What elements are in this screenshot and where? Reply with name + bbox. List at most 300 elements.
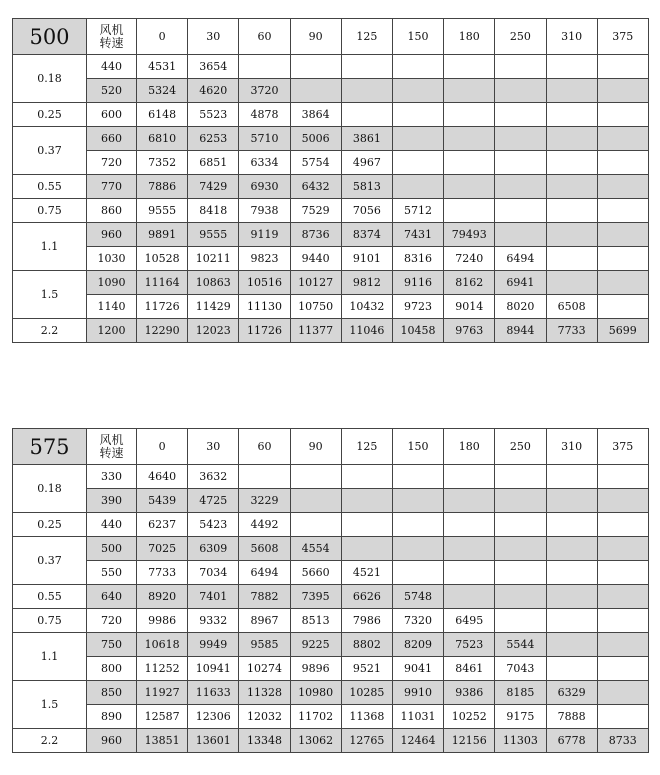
airflow-cell: 10516 bbox=[239, 271, 290, 295]
pressure-column-header: 30 bbox=[188, 19, 239, 55]
airflow-cell: 9949 bbox=[188, 633, 239, 657]
airflow-cell: 10274 bbox=[239, 657, 290, 681]
pressure-column-header: 250 bbox=[495, 19, 546, 55]
airflow-cell bbox=[597, 489, 648, 513]
motor-power-cell: 0.75 bbox=[13, 609, 87, 633]
airflow-cell bbox=[341, 489, 392, 513]
airflow-cell bbox=[597, 633, 648, 657]
airflow-cell bbox=[444, 465, 495, 489]
pressure-column-header: 310 bbox=[546, 429, 597, 465]
airflow-cell bbox=[597, 657, 648, 681]
airflow-cell: 7523 bbox=[444, 633, 495, 657]
airflow-cell bbox=[495, 465, 546, 489]
airflow-cell bbox=[495, 175, 546, 199]
airflow-cell: 12587 bbox=[137, 705, 188, 729]
airflow-cell: 9386 bbox=[444, 681, 495, 705]
airflow-cell: 9014 bbox=[444, 295, 495, 319]
airflow-cell bbox=[495, 151, 546, 175]
airflow-cell: 5748 bbox=[392, 585, 443, 609]
airflow-cell bbox=[392, 175, 443, 199]
airflow-cell: 8461 bbox=[444, 657, 495, 681]
airflow-cell: 6810 bbox=[137, 127, 188, 151]
pressure-column-header: 180 bbox=[444, 19, 495, 55]
fan-speed-cell: 960 bbox=[87, 729, 137, 753]
airflow-cell bbox=[290, 465, 341, 489]
fan-speed-cell: 660 bbox=[87, 127, 137, 151]
pressure-column-header: 30 bbox=[188, 429, 239, 465]
fan-speed-cell: 720 bbox=[87, 609, 137, 633]
table-row bbox=[13, 537, 649, 561]
airflow-cell bbox=[392, 79, 443, 103]
airflow-cell bbox=[546, 127, 597, 151]
airflow-cell: 4967 bbox=[341, 151, 392, 175]
airflow-cell: 12765 bbox=[341, 729, 392, 753]
airflow-cell bbox=[444, 199, 495, 223]
airflow-cell bbox=[597, 55, 648, 79]
pressure-column-header: 375 bbox=[597, 19, 648, 55]
airflow-cell bbox=[546, 151, 597, 175]
airflow-cell: 9986 bbox=[137, 609, 188, 633]
pressure-column-header: 0 bbox=[137, 429, 188, 465]
airflow-cell: 5523 bbox=[188, 103, 239, 127]
header-row bbox=[13, 429, 649, 465]
pressure-column-header: 60 bbox=[239, 19, 290, 55]
airflow-cell: 11130 bbox=[239, 295, 290, 319]
airflow-cell: 10528 bbox=[137, 247, 188, 271]
airflow-cell: 6494 bbox=[239, 561, 290, 585]
airflow-cell bbox=[341, 79, 392, 103]
airflow-cell bbox=[444, 55, 495, 79]
airflow-cell: 8802 bbox=[341, 633, 392, 657]
airflow-cell: 9119 bbox=[239, 223, 290, 247]
airflow-cell: 9332 bbox=[188, 609, 239, 633]
airflow-cell: 7429 bbox=[188, 175, 239, 199]
airflow-cell: 5660 bbox=[290, 561, 341, 585]
fan-speed-cell: 720 bbox=[87, 151, 137, 175]
table-row bbox=[13, 151, 649, 175]
motor-power-cell: 1.5 bbox=[13, 681, 87, 729]
airflow-cell: 13601 bbox=[188, 729, 239, 753]
pressure-column-header: 375 bbox=[597, 429, 648, 465]
table-row bbox=[13, 465, 649, 489]
airflow-cell: 11702 bbox=[290, 705, 341, 729]
airflow-cell: 6237 bbox=[137, 513, 188, 537]
pressure-column-header: 90 bbox=[290, 429, 341, 465]
airflow-cell bbox=[597, 199, 648, 223]
airflow-cell bbox=[546, 175, 597, 199]
airflow-cell bbox=[546, 561, 597, 585]
airflow-cell: 11252 bbox=[137, 657, 188, 681]
fan-speed-header: 风机 转速 bbox=[87, 19, 137, 55]
airflow-cell: 9585 bbox=[239, 633, 290, 657]
airflow-cell bbox=[392, 561, 443, 585]
airflow-cell bbox=[546, 103, 597, 127]
airflow-cell bbox=[444, 585, 495, 609]
airflow-cell: 5699 bbox=[597, 319, 648, 343]
airflow-cell bbox=[546, 513, 597, 537]
airflow-cell: 10127 bbox=[290, 271, 341, 295]
airflow-cell: 8513 bbox=[290, 609, 341, 633]
motor-power-cell: 0.75 bbox=[13, 199, 87, 223]
airflow-cell bbox=[290, 513, 341, 537]
airflow-cell: 5423 bbox=[188, 513, 239, 537]
airflow-cell: 12156 bbox=[444, 729, 495, 753]
airflow-cell: 6930 bbox=[239, 175, 290, 199]
airflow-cell: 13062 bbox=[290, 729, 341, 753]
airflow-cell bbox=[597, 585, 648, 609]
airflow-cell: 4521 bbox=[341, 561, 392, 585]
airflow-cell bbox=[495, 609, 546, 633]
airflow-cell: 6309 bbox=[188, 537, 239, 561]
table-row bbox=[13, 103, 649, 127]
airflow-cell: 10941 bbox=[188, 657, 239, 681]
fan-speed-cell: 1140 bbox=[87, 295, 137, 319]
table-row bbox=[13, 489, 649, 513]
airflow-cell: 9101 bbox=[341, 247, 392, 271]
airflow-cell: 8418 bbox=[188, 199, 239, 223]
airflow-cell: 7882 bbox=[239, 585, 290, 609]
airflow-cell bbox=[597, 175, 648, 199]
airflow-cell: 5754 bbox=[290, 151, 341, 175]
airflow-cell bbox=[546, 465, 597, 489]
airflow-cell: 7056 bbox=[341, 199, 392, 223]
airflow-cell bbox=[444, 127, 495, 151]
airflow-cell: 9175 bbox=[495, 705, 546, 729]
airflow-cell: 8209 bbox=[392, 633, 443, 657]
airflow-cell: 4640 bbox=[137, 465, 188, 489]
airflow-cell: 10618 bbox=[137, 633, 188, 657]
airflow-cell bbox=[597, 537, 648, 561]
airflow-cell: 8736 bbox=[290, 223, 341, 247]
airflow-cell bbox=[597, 295, 648, 319]
airflow-cell bbox=[341, 513, 392, 537]
airflow-cell bbox=[341, 465, 392, 489]
airflow-cell: 10863 bbox=[188, 271, 239, 295]
airflow-cell: 5813 bbox=[341, 175, 392, 199]
fan-speed-cell: 440 bbox=[87, 55, 137, 79]
airflow-cell bbox=[495, 561, 546, 585]
airflow-cell: 8020 bbox=[495, 295, 546, 319]
airflow-cell: 7431 bbox=[392, 223, 443, 247]
airflow-cell bbox=[444, 175, 495, 199]
airflow-cell: 8967 bbox=[239, 609, 290, 633]
airflow-cell: 12032 bbox=[239, 705, 290, 729]
airflow-cell: 8920 bbox=[137, 585, 188, 609]
airflow-cell bbox=[546, 55, 597, 79]
table-row bbox=[13, 175, 649, 199]
airflow-cell bbox=[495, 127, 546, 151]
airflow-cell: 6626 bbox=[341, 585, 392, 609]
airflow-cell: 4492 bbox=[239, 513, 290, 537]
airflow-cell: 7401 bbox=[188, 585, 239, 609]
airflow-cell: 8316 bbox=[392, 247, 443, 271]
pressure-column-header: 0 bbox=[137, 19, 188, 55]
airflow-cell: 11368 bbox=[341, 705, 392, 729]
airflow-cell: 3229 bbox=[239, 489, 290, 513]
airflow-cell bbox=[290, 79, 341, 103]
airflow-cell: 10432 bbox=[341, 295, 392, 319]
airflow-cell: 11031 bbox=[392, 705, 443, 729]
airflow-cell bbox=[341, 103, 392, 127]
airflow-cell bbox=[444, 537, 495, 561]
airflow-cell bbox=[597, 271, 648, 295]
airflow-cell: 9555 bbox=[137, 199, 188, 223]
fan-speed-cell: 640 bbox=[87, 585, 137, 609]
airflow-cell bbox=[392, 151, 443, 175]
airflow-cell: 9116 bbox=[392, 271, 443, 295]
airflow-cell: 9225 bbox=[290, 633, 341, 657]
airflow-cell: 11429 bbox=[188, 295, 239, 319]
airflow-cell bbox=[444, 489, 495, 513]
airflow-cell: 10252 bbox=[444, 705, 495, 729]
airflow-cell: 9763 bbox=[444, 319, 495, 343]
airflow-cell: 7395 bbox=[290, 585, 341, 609]
airflow-cell: 5710 bbox=[239, 127, 290, 151]
airflow-cell: 3864 bbox=[290, 103, 341, 127]
airflow-cell: 13348 bbox=[239, 729, 290, 753]
airflow-cell bbox=[444, 561, 495, 585]
airflow-cell: 11164 bbox=[137, 271, 188, 295]
airflow-cell: 9896 bbox=[290, 657, 341, 681]
table-row bbox=[13, 127, 649, 151]
airflow-cell: 9910 bbox=[392, 681, 443, 705]
airflow-cell: 7320 bbox=[392, 609, 443, 633]
airflow-cell: 8944 bbox=[495, 319, 546, 343]
airflow-cell: 6778 bbox=[546, 729, 597, 753]
airflow-cell: 6432 bbox=[290, 175, 341, 199]
airflow-cell: 5608 bbox=[239, 537, 290, 561]
airflow-cell: 7733 bbox=[137, 561, 188, 585]
fan-speed-cell: 800 bbox=[87, 657, 137, 681]
airflow-cell: 9521 bbox=[341, 657, 392, 681]
pressure-column-header: 90 bbox=[290, 19, 341, 55]
table-row bbox=[13, 295, 649, 319]
airflow-cell: 11303 bbox=[495, 729, 546, 753]
airflow-cell bbox=[392, 103, 443, 127]
airflow-cell bbox=[597, 561, 648, 585]
airflow-cell: 7529 bbox=[290, 199, 341, 223]
airflow-cell bbox=[597, 127, 648, 151]
table-row bbox=[13, 79, 649, 103]
table-row bbox=[13, 271, 649, 295]
table-row bbox=[13, 633, 649, 657]
fan-speed-cell: 850 bbox=[87, 681, 137, 705]
pressure-column-header: 150 bbox=[392, 19, 443, 55]
fan-speed-cell: 500 bbox=[87, 537, 137, 561]
fan-speed-cell: 750 bbox=[87, 633, 137, 657]
airflow-cell bbox=[546, 247, 597, 271]
fan-speed-cell: 600 bbox=[87, 103, 137, 127]
airflow-cell: 6329 bbox=[546, 681, 597, 705]
airflow-cell: 11726 bbox=[137, 295, 188, 319]
airflow-cell bbox=[597, 247, 648, 271]
pressure-column-header: 125 bbox=[341, 429, 392, 465]
airflow-cell bbox=[392, 537, 443, 561]
motor-power-cell: 0.25 bbox=[13, 103, 87, 127]
table-row bbox=[13, 513, 649, 537]
airflow-cell: 10285 bbox=[341, 681, 392, 705]
performance-table-575 bbox=[12, 428, 649, 753]
airflow-cell: 8185 bbox=[495, 681, 546, 705]
airflow-cell bbox=[444, 103, 495, 127]
airflow-cell: 8162 bbox=[444, 271, 495, 295]
airflow-cell bbox=[444, 513, 495, 537]
model-label: 500 bbox=[13, 19, 87, 55]
airflow-cell bbox=[546, 199, 597, 223]
fan-speed-cell: 390 bbox=[87, 489, 137, 513]
motor-power-cell: 1.5 bbox=[13, 271, 87, 319]
airflow-cell: 5544 bbox=[495, 633, 546, 657]
motor-power-cell: 0.25 bbox=[13, 513, 87, 537]
airflow-cell bbox=[290, 489, 341, 513]
motor-power-cell: 0.18 bbox=[13, 465, 87, 513]
airflow-cell: 6494 bbox=[495, 247, 546, 271]
airflow-cell: 3861 bbox=[341, 127, 392, 151]
fan-speed-cell: 520 bbox=[87, 79, 137, 103]
airflow-cell bbox=[392, 489, 443, 513]
airflow-cell bbox=[597, 103, 648, 127]
airflow-cell: 9041 bbox=[392, 657, 443, 681]
airflow-cell: 5006 bbox=[290, 127, 341, 151]
motor-power-cell: 2.2 bbox=[13, 319, 87, 343]
airflow-cell: 7733 bbox=[546, 319, 597, 343]
motor-power-cell: 2.2 bbox=[13, 729, 87, 753]
airflow-cell: 5324 bbox=[137, 79, 188, 103]
airflow-cell: 6148 bbox=[137, 103, 188, 127]
airflow-cell: 11927 bbox=[137, 681, 188, 705]
fan-speed-cell: 1200 bbox=[87, 319, 137, 343]
airflow-cell: 7034 bbox=[188, 561, 239, 585]
airflow-cell: 9823 bbox=[239, 247, 290, 271]
airflow-cell: 5439 bbox=[137, 489, 188, 513]
fan-speed-cell: 860 bbox=[87, 199, 137, 223]
airflow-cell: 7986 bbox=[341, 609, 392, 633]
pressure-column-header: 60 bbox=[239, 429, 290, 465]
fan-speed-cell: 440 bbox=[87, 513, 137, 537]
airflow-cell bbox=[495, 537, 546, 561]
airflow-cell bbox=[597, 609, 648, 633]
airflow-cell bbox=[495, 489, 546, 513]
airflow-cell: 7043 bbox=[495, 657, 546, 681]
table-row bbox=[13, 681, 649, 705]
airflow-cell bbox=[597, 513, 648, 537]
airflow-cell: 7886 bbox=[137, 175, 188, 199]
airflow-cell bbox=[546, 609, 597, 633]
airflow-cell bbox=[546, 585, 597, 609]
airflow-cell bbox=[444, 79, 495, 103]
airflow-cell bbox=[597, 681, 648, 705]
airflow-cell: 12464 bbox=[392, 729, 443, 753]
airflow-cell bbox=[597, 223, 648, 247]
airflow-cell: 11046 bbox=[341, 319, 392, 343]
table-row bbox=[13, 199, 649, 223]
airflow-cell: 4531 bbox=[137, 55, 188, 79]
airflow-cell bbox=[392, 513, 443, 537]
airflow-cell: 4878 bbox=[239, 103, 290, 127]
airflow-cell: 10211 bbox=[188, 247, 239, 271]
airflow-cell: 4554 bbox=[290, 537, 341, 561]
airflow-cell: 7938 bbox=[239, 199, 290, 223]
airflow-cell bbox=[495, 513, 546, 537]
fan-speed-cell: 890 bbox=[87, 705, 137, 729]
airflow-cell bbox=[597, 151, 648, 175]
airflow-cell: 6253 bbox=[188, 127, 239, 151]
airflow-cell bbox=[495, 79, 546, 103]
table-row bbox=[13, 247, 649, 271]
airflow-cell: 3654 bbox=[188, 55, 239, 79]
airflow-cell: 10980 bbox=[290, 681, 341, 705]
airflow-cell: 9555 bbox=[188, 223, 239, 247]
table-row bbox=[13, 657, 649, 681]
airflow-cell bbox=[597, 465, 648, 489]
airflow-cell: 8374 bbox=[341, 223, 392, 247]
motor-power-cell: 0.18 bbox=[13, 55, 87, 103]
pressure-column-header: 250 bbox=[495, 429, 546, 465]
fan-speed-cell: 550 bbox=[87, 561, 137, 585]
airflow-cell bbox=[495, 103, 546, 127]
airflow-cell: 6941 bbox=[495, 271, 546, 295]
airflow-cell: 7352 bbox=[137, 151, 188, 175]
airflow-cell bbox=[495, 55, 546, 79]
airflow-cell: 9812 bbox=[341, 271, 392, 295]
airflow-cell: 6495 bbox=[444, 609, 495, 633]
motor-power-cell: 1.1 bbox=[13, 223, 87, 271]
airflow-cell: 11726 bbox=[239, 319, 290, 343]
motor-power-cell: 0.37 bbox=[13, 127, 87, 175]
airflow-cell bbox=[546, 271, 597, 295]
airflow-cell: 10750 bbox=[290, 295, 341, 319]
airflow-cell: 6508 bbox=[546, 295, 597, 319]
airflow-cell bbox=[239, 465, 290, 489]
airflow-cell: 7240 bbox=[444, 247, 495, 271]
fan-speed-cell: 330 bbox=[87, 465, 137, 489]
airflow-cell bbox=[495, 223, 546, 247]
table-row bbox=[13, 55, 649, 79]
airflow-cell: 5712 bbox=[392, 199, 443, 223]
airflow-cell bbox=[239, 55, 290, 79]
motor-power-cell: 0.55 bbox=[13, 175, 87, 199]
airflow-cell: 11633 bbox=[188, 681, 239, 705]
airflow-cell bbox=[546, 537, 597, 561]
airflow-cell bbox=[392, 127, 443, 151]
performance-table-500 bbox=[12, 18, 649, 343]
table-row bbox=[13, 223, 649, 247]
airflow-cell: 12290 bbox=[137, 319, 188, 343]
motor-power-cell: 0.55 bbox=[13, 585, 87, 609]
airflow-cell bbox=[546, 223, 597, 247]
airflow-cell bbox=[341, 537, 392, 561]
airflow-cell: 4725 bbox=[188, 489, 239, 513]
airflow-cell bbox=[444, 151, 495, 175]
airflow-cell: 8733 bbox=[597, 729, 648, 753]
fan-speed-cell: 1030 bbox=[87, 247, 137, 271]
airflow-cell: 9440 bbox=[290, 247, 341, 271]
airflow-cell: 79493 bbox=[444, 223, 495, 247]
airflow-cell bbox=[341, 55, 392, 79]
table-row bbox=[13, 609, 649, 633]
airflow-cell: 9891 bbox=[137, 223, 188, 247]
table-row bbox=[13, 319, 649, 343]
airflow-cell: 3632 bbox=[188, 465, 239, 489]
header-row bbox=[13, 19, 649, 55]
airflow-cell bbox=[495, 199, 546, 223]
airflow-cell: 6851 bbox=[188, 151, 239, 175]
airflow-cell: 10458 bbox=[392, 319, 443, 343]
table-row bbox=[13, 561, 649, 585]
airflow-cell: 4620 bbox=[188, 79, 239, 103]
airflow-cell bbox=[546, 633, 597, 657]
table-row bbox=[13, 729, 649, 753]
